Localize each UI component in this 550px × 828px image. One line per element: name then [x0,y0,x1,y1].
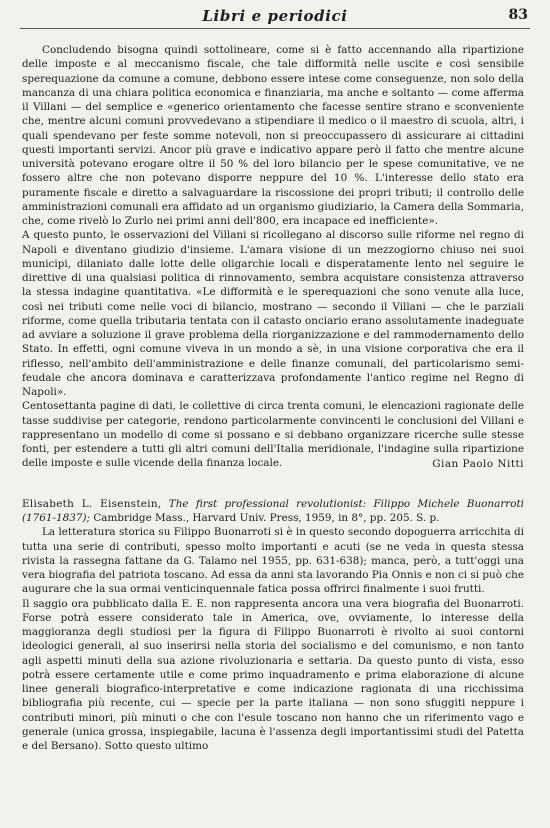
paragraph-data-summary: Centosettanta pagine di dati, le collettive di circa trenta comuni, le elencazioni ragionate delle tasse suddivise per categorie, rendono particolarmente convincenti le conclusioni del Villani e rappresentano un modello di come si possano e si debbano organizzare ricerche sulle stesse fonti, per estendere a tutti gli altri comuni dell'Italia meridionale, l'indagine sulla ripartizione delle imposte e sulle vicende della finanza locale. [22,400,524,470]
review-book-title: The first professional revolutionist: Filippo Michele Buonarroti (1761-1837); [22,497,525,524]
review-author: Elisabeth L. Eisenstein, [22,497,162,510]
paragraph-conclusion: Concludendo bisogna quindi sottolineare, come si è fatto accennando alla ripartizione delle imposte e al meccanismo fiscale, che tale difformità nelle uscite e così sensibile sperequazione da comune a comune, debbono essere intese come conseguenze, non solo della mancanza di una chiara politica economica e finanziaria, ma anche e soltanto — come afferma il Villani — del semplice e «generico orientamento che facesse sentire strano e sconveniente che, mentre alcuni comuni provvedevano a stipendiare il medico o il maestro di scuola, altri, i quali spendevano per feste somme notevoli, non si preoccupassero di assicurare ai cittadini questi importanti servizi. Ancor più grave e indicativo appare però il fatto che mentre alcune università potevano erogare oltre il 50 % del loro bilancio per le spese comunitative, ve ne fossero altre che non potevano disporre neppure del 10 %. L'interesse dello stato era puramente fiscale e diretto a salvaguardare la riscossione dei propri tributi; il controllo delle amministrazioni comunali era affidato ad un organismo giudiziario, la Camera della Sommaria, che, come rivelò lo Zurlo nei primi anni dell'800, era incapace ed inefficiente». [22,44,524,227]
review-heading [22,497,524,526]
paragraph-buonarroti-literature: La letteratura storica su Filippo Buonarroti si è in questo secondo dopoguerra arricchita di tutta una serie di contributi, spesso molto importanti e acuti (se ne veda in questa stessa rivista la rassegna fattane da G. Talamo nel 1955, pp. 631-638); manca, però, a tutt'oggi una vera biografia del patriota toscano. Ad essa da anni sta lavorando Pia Onnis e non ci si può che augurare che la sua ormai venticinquennale fatica possa offrirci finalmente i suoi frutti. [22,526,524,596]
review-publication: Cambridge Mass., Harvard Univ. Press, 1959, in 8°, pp. 205. S. p. [93,512,440,524]
page-header [20,4,530,29]
review-signature: Gian Paolo Nitti [432,457,524,470]
page-number: 83 [508,7,528,23]
paragraph-buonarroti-essay: Il saggio ora pubblicato dalla E. E. non rappresenta ancora una vera biografia del Buonarroti. Forse potrà essere considerato tale in America, ove, ovviamente, lo interesse della maggioranza degli studiosi per la figura di Filippo Buonarroti è rivolto ai suoi contorni ideologici generali, al suo inserirsi nella storia del socialismo e del comunismo, e non tanto agli aspetti minuti della sua azione rivoluzionaria e settaria. Da questo punto di vista, esso potrà essere certamente utile e come primo inquadramento e prima elaborazione di alcune linee generali biografico-interpretative e come indicazione ragionata di una ricchissima bibliografia più recente, cui — specie per la parte italiana — non sono sfuggiti neppure i contributi minori, più minuti o che con l'esule toscano non hanno che un riferimento vago e generale (unica grossa, inspiegabile, lacuna è l'assenza degli importantissimi studi del Patetta e del Bersano). Sotto questo ultimo [22,597,524,752]
paragraph-reforms: A questo punto, le osservazioni del Villani si ricollegano al discorso sulle riforme nel regno di Napoli e diventano giudizio d'insieme. L'amara visione di un mezzogiorno chiuso nei suoi municipi, dilaniato dalle lotte delle oligarchie locali e disperatamente lento nel seguire le direttive di una qualsiasi politica di rinnovamento, sembra acquistare consistenza attraverso la stessa indagine quantitativa. «Le difformità e le sperequazioni che sono venute alla luce, così nei tributi come nelle voci di bilancio, mostrano — secondo il Villani — che le parziali riforme, come quella tributaria tentata con il catasto onciario erano assolutamente inadeguate ad avviare a soluzione il grave problema della riorganizzazione e del rammodernamento dello Stato. In effetti, ogni comune viveva in un mondo a sè, in una visione corporativa che era il riflesso, nell'ambito dell'amministrazione e delle finanze comunali, del particolarismo semi-feudale che ancora dominava e caratterizzava profondamente l'antico regime nel Regno di Napoli». [22,229,524,398]
page-body [22,43,524,753]
running-title: Libri e periodici [202,7,348,25]
